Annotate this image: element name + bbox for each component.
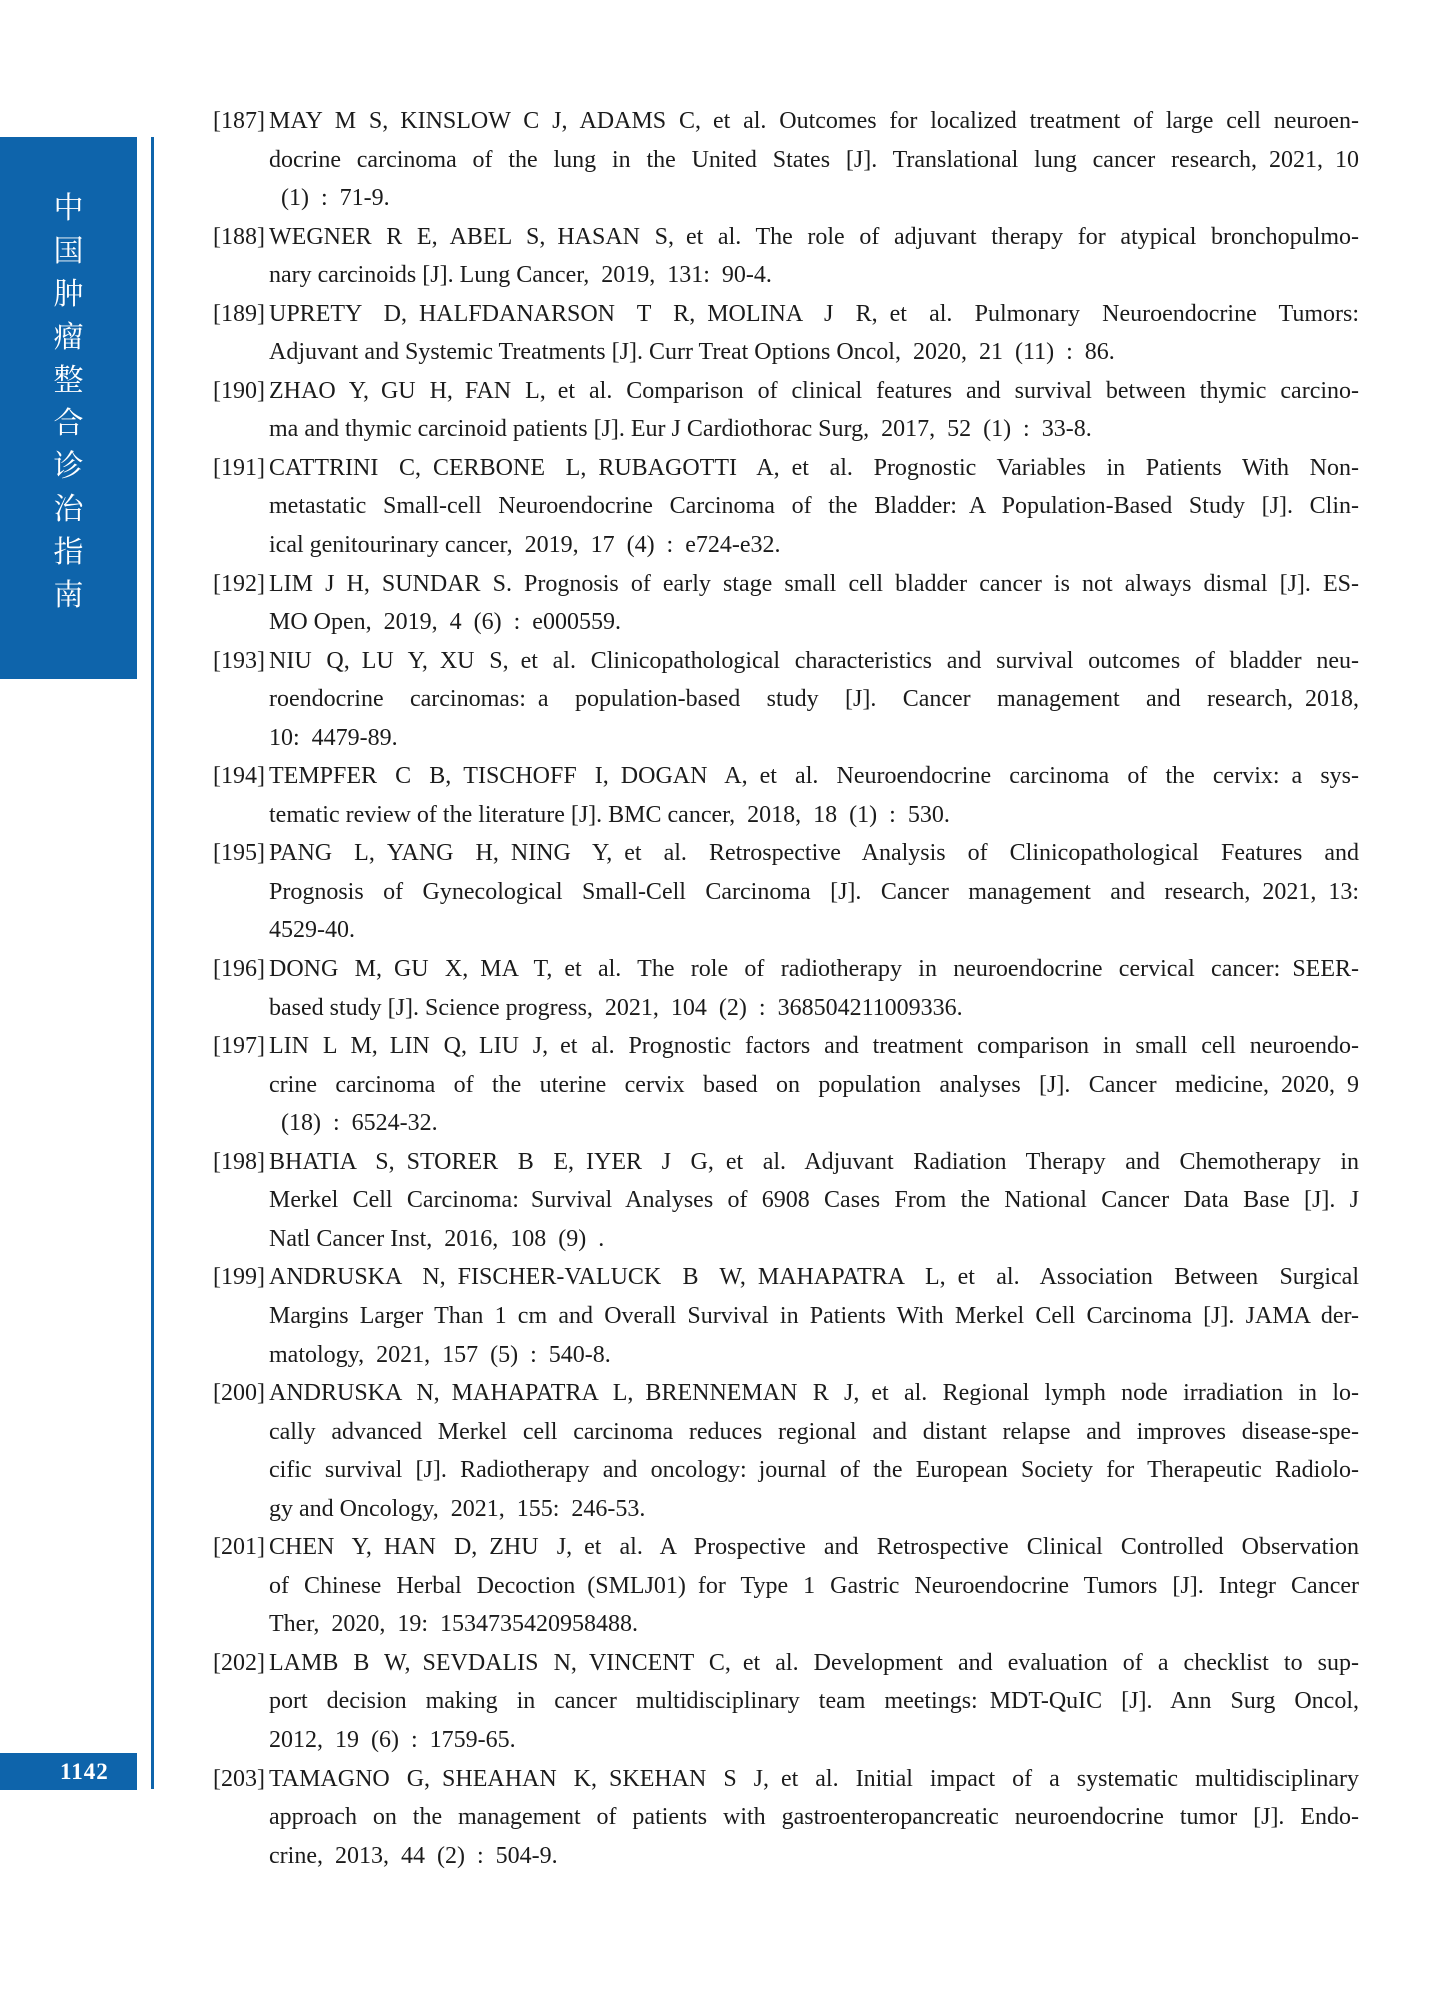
reference-number: [194] [213,763,265,790]
reference-number: [195] [213,840,265,867]
reference-number: [191] [213,454,265,481]
reference-line: gy and Oncology, 2021, 155: 246-53. [269,1495,646,1522]
reference-line: LAMB B W, SEVDALIS N, VINCENT C, et al. Development and evaluation of a checklist to sup- [269,1649,1359,1676]
reference-item [213,372,1359,449]
reference-number: [203] [213,1765,265,1792]
sidebar-spine [0,137,137,679]
sidebar-title-char: 瘤 [53,320,84,355]
reference-item [213,565,1359,642]
reference-line: Merkel Cell Carcinoma: Survival Analyses of 6908 Cases From the National Cancer Data Base [J]. J [269,1187,1359,1214]
reference-line: ZHAO Y, GU H, FAN L, et al. Comparison of clinical features and survival between thymic carcino- [269,377,1359,404]
vertical-divider [151,137,154,1789]
reference-line: ANDRUSKA N, MAHAPATRA L, BRENNEMAN R J, et al. Regional lymph node irradiation in lo- [269,1380,1359,1407]
reference-line: BHATIA S, STORER B E, IYER J G, et al. Adjuvant Radiation Therapy and Chemotherapy in [269,1148,1359,1175]
reference-number: [192] [213,570,265,597]
reference-number: [200] [213,1380,265,1407]
reference-item [213,1528,1359,1644]
reference-line: port decision making in cancer multidisciplinary team meetings: MDT-QuIC [J]. Ann Surg Oncol, [269,1688,1359,1715]
reference-line: (18) : 6524-32. [269,1110,438,1137]
reference-item [213,1374,1359,1528]
sidebar-title-char: 南 [53,578,84,613]
reference-number: [196] [213,956,265,983]
reference-line: ical genitourinary cancer, 2019, 17 (4) : e724-e32. [269,532,781,559]
reference-line: LIN L M, LIN Q, LIU J, et al. Prognostic factors and treatment comparison in small cell neuroendo- [269,1033,1359,1060]
reference-number: [188] [213,223,265,250]
reference-line: docrine carcinoma of the lung in the United States [J]. Translational lung cancer research, 2021, 10 [269,146,1359,173]
reference-item [213,834,1359,950]
reference-line: Natl Cancer Inst, 2016, 108 (9) . [269,1225,605,1252]
reference-item [213,1027,1359,1143]
sidebar-title-char: 整 [53,363,84,398]
reference-line: MAY M S, KINSLOW C J, ADAMS C, et al. Outcomes for localized treatment of large cell neuroen- [269,108,1359,134]
reference-number: [197] [213,1033,265,1060]
reference-item [213,218,1359,295]
reference-line: NIU Q, LU Y, XU S, et al. Clinicopathological characteristics and survival outcomes of bladder neu- [269,647,1359,674]
reference-line: CHEN Y, HAN D, ZHU J, et al. A Prospective and Retrospective Clinical Controlled Observation [269,1534,1359,1561]
reference-line: TEMPFER C B, TISCHOFF I, DOGAN A, et al. Neuroendocrine carcinoma of the cervix: a sys- [269,763,1359,790]
reference-line: crine carcinoma of the uterine cervix based on population analyses [J]. Cancer medicine, 2020, 9 [269,1071,1359,1098]
reference-line: metastatic Small-cell Neuroendocrine Carcinoma of the Bladder: A Population-Based Study [J]. Clin- [269,493,1359,520]
reference-item [213,1143,1359,1259]
reference-line: based study [J]. Science progress, 2021, 104 (2) : 368504211009336. [269,994,963,1021]
sidebar-title-char: 诊 [53,449,84,484]
reference-line: Prognosis of Gynecological Small-Cell Carcinoma [J]. Cancer management and research, 2021, 13: [269,878,1359,905]
sidebar-title-char: 肿 [53,277,84,312]
reference-line: PANG L, YANG H, NING Y, et al. Retrospective Analysis of Clinicopathological Features and [269,840,1359,867]
reference-line: 2012, 19 (6) : 1759-65. [269,1726,516,1753]
reference-line: TAMAGNO G, SHEAHAN K, SKEHAN S J, et al. Initial impact of a systematic multidisciplinary [269,1765,1359,1792]
page-number-badge [0,1753,137,1790]
reference-line: Adjuvant and Systemic Treatments [J]. Curr Treat Options Oncol, 2020, 21 (11) : 86. [269,339,1115,366]
reference-line: nary carcinoids [J]. Lung Cancer, 2019, 131: 90-4. [269,262,772,289]
reference-line: WEGNER R E, ABEL S, HASAN S, et al. The role of adjuvant therapy for atypical bronchopulmo- [269,223,1359,250]
reference-line: approach on the management of patients with gastroenteropancreatic neuroendocrine tumor [J]. Endo- [269,1804,1359,1831]
sidebar-title-char: 中 [53,191,84,226]
reference-line: DONG M, GU X, MA T, et al. The role of radiotherapy in neuroendocrine cervical cancer: SEER- [269,956,1359,983]
reference-line: tematic review of the literature [J]. BMC cancer, 2018, 18 (1) : 530. [269,801,950,828]
reference-line: 4529-40. [269,917,355,944]
reference-line: of Chinese Herbal Decoction (SMLJ01) for Type 1 Gastric Neuroendocrine Tumors [J]. Integr Cancer [269,1572,1359,1599]
reference-number: [187] [213,108,265,134]
reference-number: [193] [213,647,265,674]
reference-line: crine, 2013, 44 (2) : 504-9. [269,1842,558,1869]
reference-list [213,102,1359,1875]
reference-line: LIM J H, SUNDAR S. Prognosis of early stage small cell bladder cancer is not always dismal [J]. ES- [269,570,1359,597]
reference-line: MO Open, 2019, 4 (6) : e000559. [269,609,621,636]
sidebar-title-char: 合 [53,406,84,441]
reference-line: CATTRINI C, CERBONE L, RUBAGOTTI A, et al. Prognostic Variables in Patients With Non- [269,454,1359,481]
reference-line: Margins Larger Than 1 cm and Overall Survival in Patients With Merkel Cell Carcinoma [J]. JAMA der- [269,1302,1359,1329]
sidebar-title-char: 国 [53,234,84,269]
sidebar-title-char: 指 [53,535,84,570]
reference-item [213,1760,1359,1876]
reference-number: [198] [213,1148,265,1175]
reference-line: matology, 2021, 157 (5) : 540-8. [269,1341,611,1368]
reference-item [213,757,1359,834]
reference-line: cific survival [J]. Radiotherapy and oncology: journal of the European Society for Therapeutic Radiolo- [269,1457,1359,1484]
reference-item [213,950,1359,1027]
reference-line: Ther, 2020, 19: 1534735420958488. [269,1611,639,1638]
reference-line: (1) : 71-9. [269,185,390,212]
reference-item [213,1258,1359,1374]
reference-number: [199] [213,1264,265,1291]
reference-line: 10: 4479-89. [269,724,398,751]
reference-number: [189] [213,300,265,327]
reference-item [213,102,1359,218]
reference-line: roendocrine carcinomas: a population-based study [J]. Cancer management and research, 2018, [269,686,1359,713]
reference-item [213,295,1359,372]
reference-line: UPRETY D, HALFDANARSON T R, MOLINA J R, et al. Pulmonary Neuroendocrine Tumors: [269,300,1359,327]
reference-number: [201] [213,1534,265,1561]
reference-line: ma and thymic carcinoid patients [J]. Eur J Cardiothorac Surg, 2017, 52 (1) : 33-8. [269,416,1092,443]
reference-item [213,642,1359,758]
reference-item [213,449,1359,565]
reference-number: [202] [213,1649,265,1676]
reference-item [213,1644,1359,1760]
reference-line: cally advanced Merkel cell carcinoma reduces regional and distant relapse and improves disease-spe- [269,1418,1359,1445]
sidebar-title-char: 治 [53,492,84,527]
page-number: 1142 [60,1758,109,1784]
reference-number: [190] [213,377,265,404]
reference-line: ANDRUSKA N, FISCHER-VALUCK B W, MAHAPATRA L, et al. Association Between Surgical [269,1264,1359,1291]
